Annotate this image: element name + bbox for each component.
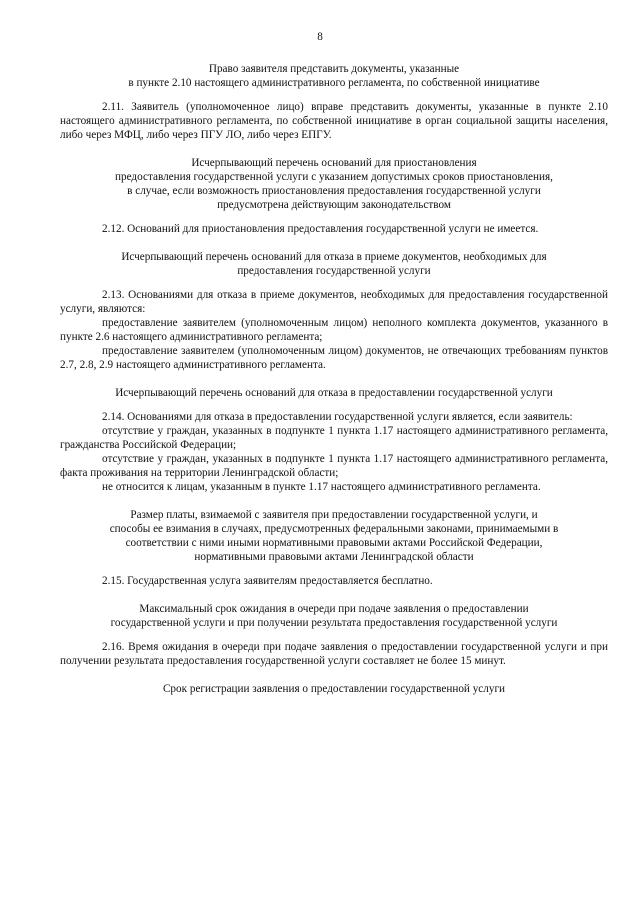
heading-line: Максимальный срок ожидания в очереди при подаче заявления о предоставлении [139, 603, 529, 615]
heading-line: предусмотрена действующим законодательством [217, 199, 451, 211]
paragraph-2-13: 2.13. Основаниями для отказа в приеме документов, необходимых для предоставления государственной услуги, являются: [60, 289, 608, 315]
heading-line: Исчерпывающий перечень оснований для отказа в предоставлении государственной услуги [115, 387, 553, 399]
heading-line: нормативными правовыми актами Ленинградской области [194, 551, 474, 563]
section-heading-waiting-time [60, 602, 608, 630]
heading-line: Исчерпывающий перечень оснований для приостановления [191, 157, 477, 169]
paragraph-2-14-item: отсутствие у граждан, указанных в подпункте 1 пункта 1.17 настоящего административного регламента, гражданства Российской Федерации; [60, 425, 608, 451]
paragraph-2-11: 2.11. Заявитель (уполномоченное лицо) вправе представить документы, указанные в пункте 2.10 настоящего административного регламента, по собственной инициативе в орган социальной защиты населения, либо через МФЦ, либо через ПГУ ЛО, либо через ЕПГУ. [60, 101, 608, 141]
paragraph-2-13-item: предоставление заявителем (уполномоченным лицом) документов, не отвечающих требованиям пунктов 2.7, 2.8, 2.9 настоящего административного регламента. [60, 345, 608, 371]
heading-line: Исчерпывающий перечень оснований для отказа в приеме документов, необходимых для [121, 251, 547, 263]
section-heading-documents-initiative [60, 62, 608, 90]
section-heading-suspension [60, 156, 608, 212]
section-heading-registration-term [60, 682, 608, 696]
heading-line: в пункте 2.10 настоящего административного регламента, по собственной инициативе [128, 77, 540, 89]
heading-line: предоставления государственной услуги с указанием допустимых сроков приостановления, [115, 171, 553, 183]
heading-line: способы ее взимания в случаях, предусмотренных федеральными законами, принимаемыми в [109, 523, 559, 535]
page-number: 8 [317, 31, 323, 43]
heading-line: Право заявителя представить документы, указанные [208, 63, 460, 75]
heading-line: Размер платы, взимаемой с заявителя при предоставлении государственной услуги, и [130, 509, 538, 521]
paragraph-2-14: 2.14. Основаниями для отказа в предоставлении государственной услуги является, если заявитель: [102, 411, 573, 423]
paragraph-2-14-item: не относится к лицам, указанным в пункте 1.17 настоящего административного регламента. [102, 481, 541, 493]
heading-line: предоставления государственной услуги [237, 265, 431, 277]
paragraph-2-13-item: предоставление заявителем (уполномоченным лицом) неполного комплекта документов, указанного в пункте 2.6 настоящего административного регламента; [60, 317, 608, 343]
section-heading-fee [60, 508, 608, 564]
section-heading-refusal-acceptance [60, 250, 608, 278]
heading-line: соответствии с ними иными нормативными правовыми актами Российской Федерации, [125, 537, 543, 549]
paragraph-2-12: 2.12. Оснований для приостановления предоставления государственной услуги не имеется. [102, 223, 539, 235]
paragraph-2-15: 2.15. Государственная услуга заявителям предоставляется бесплатно. [102, 575, 433, 587]
heading-line: Срок регистрации заявления о предоставлении государственной услуги [162, 683, 506, 695]
paragraph-2-14-item: отсутствие у граждан, указанных в подпункте 1 пункта 1.17 настоящего административного регламента, факта проживания на территории Ленинградской области; [60, 453, 608, 479]
document-body [60, 62, 608, 696]
heading-line: в случае, если возможность приостановления предоставления государственной услуги [127, 185, 541, 197]
heading-line: государственной услуги и при получении результата предоставления государственной услуги [110, 617, 558, 629]
section-heading-refusal-service [60, 386, 608, 400]
paragraph-2-16: 2.16. Время ожидания в очереди при подаче заявления о предоставлении государственной услуги и при получении результата предоставления государственной услуги составляет не более 15 минут. [60, 641, 608, 667]
